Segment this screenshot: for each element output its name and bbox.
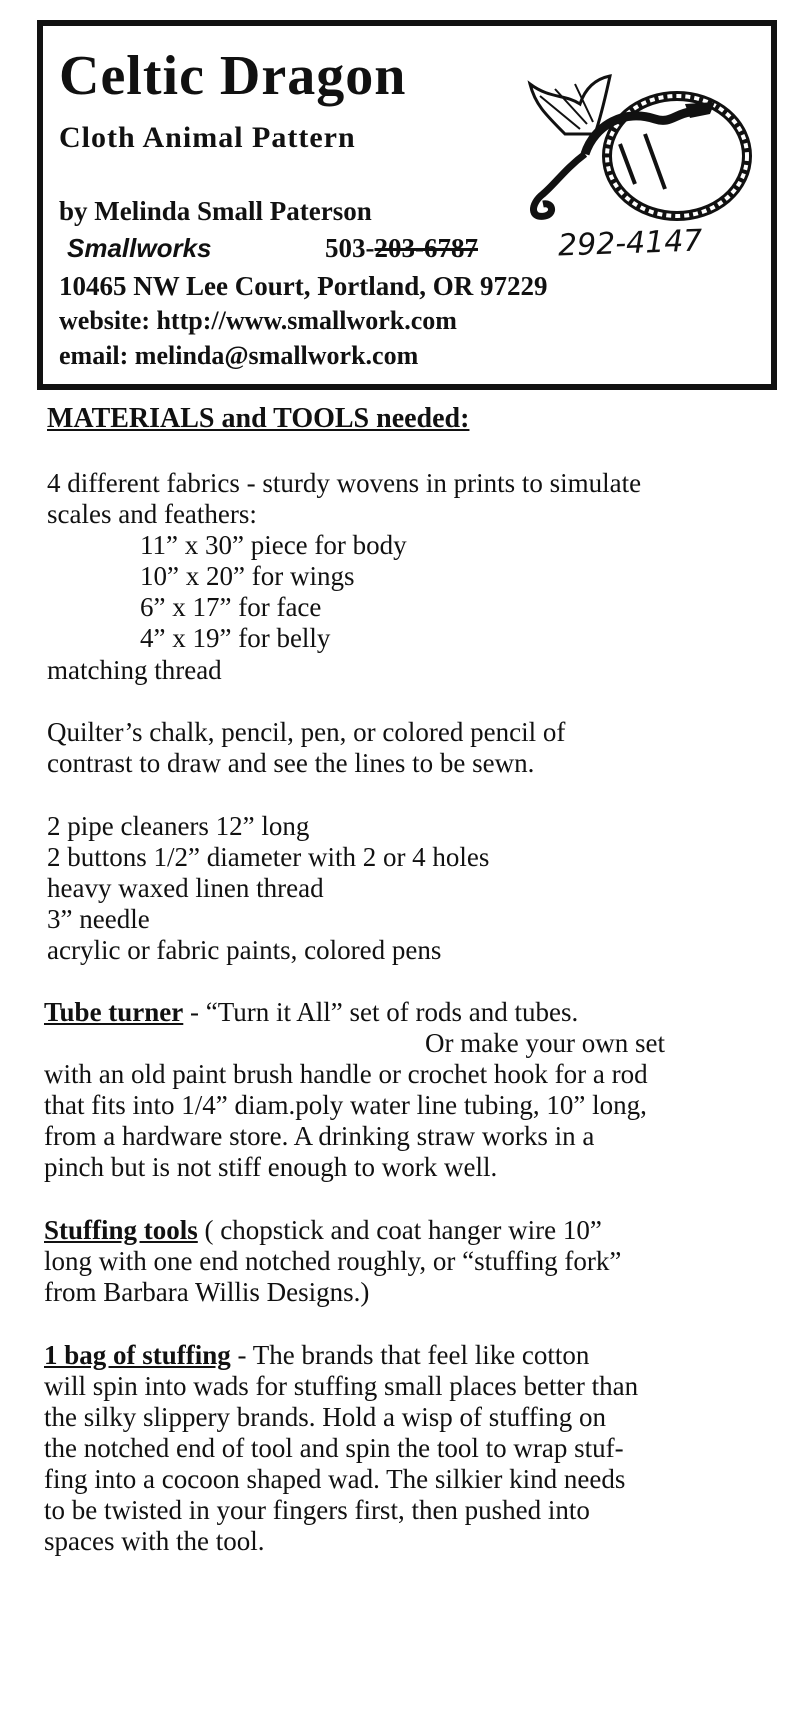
stuffing-tools-line-2: long with one end notched roughly, or “stuffing fork” [44,1246,622,1276]
tube-turner-line-6: pinch but is not stiff enough to work well. [44,1152,498,1182]
phone-number [325,233,478,264]
stuffing-line-5: fing into a cocoon shaped wad. The silkier kind needs [44,1464,626,1494]
supply-buttons: 2 buttons 1/2” diameter with 2 or 4 holes [47,842,490,872]
chalk-line-1: Quilter’s chalk, pencil, pen, or colored pencil of [47,717,566,747]
phone-prefix: 503- [325,233,375,263]
stuffing-tools-line-3: from Barbara Willis Designs.) [44,1277,370,1307]
tube-turner-line-4: that fits into 1/4” diam.poly water line tubing, 10” long, [44,1090,647,1120]
celtic-dragon-illustration-icon [525,74,755,224]
stuffing-tools-line-1 [44,1215,602,1246]
materials-heading: MATERIALS and TOOLS needed: [47,403,470,434]
pattern-title: Celtic Dragon [59,45,407,107]
stuffing-line-1 [44,1340,589,1371]
phone-struck-number: 203-6787 [374,233,478,263]
address-line: 10465 NW Lee Court, Portland, OR 97229 [59,271,548,301]
fabric-piece-body: 11” x 30” piece for body [140,530,407,560]
stuffing-line-2: will spin into wads for stuffing small places better than [44,1371,639,1401]
tube-turner-label: Tube turner [44,997,184,1027]
stuffing-label: 1 bag of stuffing [44,1340,231,1370]
website-line: website: http://www.smallwork.com [59,306,457,335]
fabrics-line-1: 4 different fabrics - sturdy wovens in prints to simulate [47,468,642,498]
tube-turner-line-1-text: - “Turn it All” set of rods and tubes. [183,997,579,1027]
company-name: Smallworks [67,233,212,263]
fabric-piece-face: 6” x 17” for face [140,592,322,622]
stuffing-line-4: the notched end of tool and spin the tool to wrap stuf- [44,1433,624,1463]
stuffing-line-1-text: - The brands that feel like cotton [230,1340,590,1370]
supply-pipe-cleaners: 2 pipe cleaners 12” long [47,811,310,841]
phone-handwritten-correction: 292-4147 [557,223,704,264]
email-line: email: melinda@smallwork.com [59,341,419,370]
tube-turner-line-5: from a hardware store. A drinking straw works in a [44,1121,595,1151]
fabrics-line-2: scales and feathers: [47,499,257,529]
fabric-piece-wings: 10” x 20” for wings [140,561,355,591]
author-line: by Melinda Small Paterson [59,196,372,226]
supply-paints: acrylic or fabric paints, colored pens [47,935,442,965]
stuffing-tools-line-1-text: ( chopstick and coat hanger wire 10” [197,1215,602,1245]
stuffing-line-7: spaces with the tool. [44,1526,265,1556]
pattern-subtitle: Cloth Animal Pattern [59,121,356,154]
stuffing-line-6: to be twisted in your fingers first, then pushed into [44,1495,590,1525]
tube-turner-line-3: with an old paint brush handle or crochet hook for a rod [44,1059,648,1089]
stuffing-tools-label: Stuffing tools [44,1215,198,1245]
pattern-header-box [37,20,777,390]
tube-turner-line-2: Or make your own set [425,1028,665,1058]
thread-line: matching thread [47,655,222,685]
supply-needle: 3” needle [47,904,150,934]
tube-turner-line-1 [44,997,578,1028]
fabric-piece-belly: 4” x 19” for belly [140,623,331,653]
chalk-line-2: contrast to draw and see the lines to be sewn. [47,748,535,778]
stuffing-line-3: the silky slippery brands. Hold a wisp of stuffing on [44,1402,606,1432]
supply-linen-thread: heavy waxed linen thread [47,873,324,903]
